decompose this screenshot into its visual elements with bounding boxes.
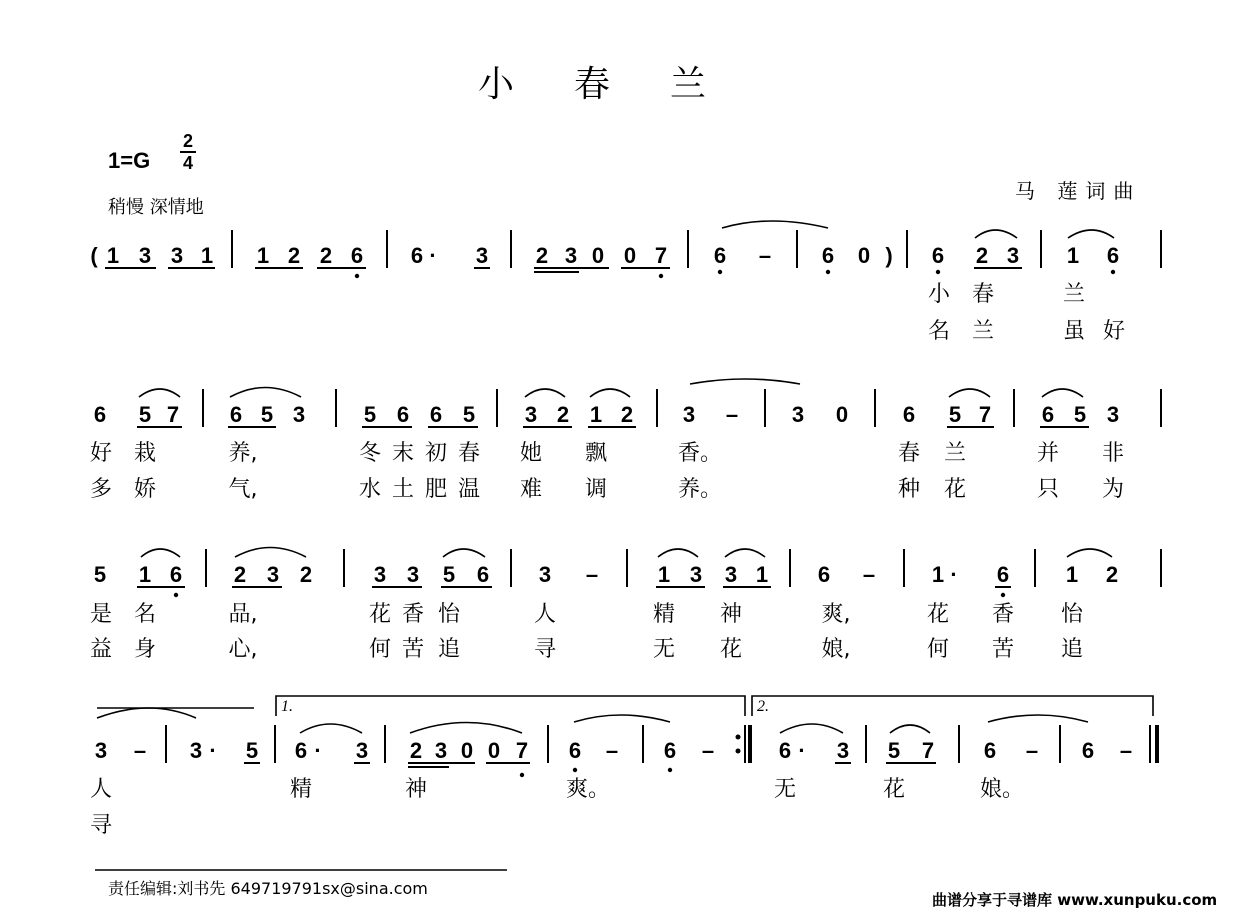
lyric-verse-1: 怡 (437, 602, 461, 627)
note: 6 (902, 402, 916, 427)
lyric-verse-1: 香。 (677, 441, 723, 466)
note: 6 (713, 243, 727, 268)
note: 1 (755, 562, 769, 587)
lyric-verse-2: 调 (584, 477, 608, 502)
note: 1 (138, 562, 152, 587)
lyric-verse-1: 兰 (943, 441, 967, 466)
lyric-verse-1: 花 (368, 602, 392, 627)
note: 7 (978, 402, 992, 427)
note-extension: – (1025, 738, 1039, 763)
lyric-verse-1: 养, (228, 441, 258, 466)
lyric-verse-2: 娇 (133, 477, 157, 502)
note: 3 (791, 402, 805, 427)
note: 5 (948, 402, 962, 427)
lyric-verse-1: 香 (401, 602, 425, 627)
note: 2 (409, 738, 423, 763)
lyric-verse-1: 人 (533, 602, 557, 627)
note: 0 (623, 243, 637, 268)
note: 3 (564, 243, 578, 268)
augmentation-dot: · (314, 738, 322, 763)
note: 3 (1106, 402, 1120, 427)
note: 5 (462, 402, 476, 427)
lyric-verse-2: 益 (89, 637, 113, 662)
note: 2 (556, 402, 570, 427)
lyric-verse-2: 难 (519, 477, 543, 502)
note-extension: – (725, 402, 739, 427)
augmentation-dot: · (950, 562, 958, 587)
volta-brackets (276, 696, 1153, 716)
lyric-verse-2: 心, (228, 637, 258, 662)
note: 7 (515, 738, 529, 763)
lyric-verse-1: 兰 (1062, 282, 1086, 307)
lyric-verse-2: 苦 (991, 637, 1015, 662)
note: 2 (535, 243, 549, 268)
time-signature-top: 2 (182, 131, 193, 151)
note: 5 (363, 402, 377, 427)
note: 2 (319, 243, 333, 268)
lyric-verse-1: 娘。 (979, 777, 1025, 802)
time-signature-bottom: 4 (182, 153, 193, 173)
lyric-verse-2: 气, (228, 477, 258, 502)
lyric-verse-1: 爽, (821, 602, 851, 627)
note: 2 (233, 562, 247, 587)
lyric-verse-2: 为 (1101, 477, 1125, 502)
lyric-verse-2: 花 (719, 637, 743, 662)
note: 2 (1105, 562, 1119, 587)
note: 3 (682, 402, 696, 427)
lyric-verse-2: 种 (897, 477, 921, 502)
lyric-verse-1: 末 (391, 441, 415, 466)
note: 2 (620, 402, 634, 427)
note: 1 (106, 243, 120, 268)
note: 5 (1073, 402, 1087, 427)
note: 6 (294, 738, 308, 763)
note: 5 (245, 738, 259, 763)
note: ) (885, 243, 893, 268)
note: 7 (921, 738, 935, 763)
lyric-verse-2: 虽 (1062, 319, 1086, 344)
note: 6 (663, 738, 677, 763)
note: 3 (475, 243, 489, 268)
lyric-verse-2: 花 (943, 477, 967, 502)
lyric-verse-2: 兰 (971, 319, 995, 344)
lyric-verse-1: 香 (991, 602, 1015, 627)
note: 6 (476, 562, 490, 587)
note: 3 (292, 402, 306, 427)
lyric-verse-1: 并 (1036, 441, 1060, 466)
note: 6 (817, 562, 831, 587)
note: 7 (654, 243, 668, 268)
note: 6 (1081, 738, 1095, 763)
lyric-verse-2: 名 (927, 319, 951, 344)
note: 0 (591, 243, 605, 268)
note: 6 (93, 402, 107, 427)
note: 1 (1066, 243, 1080, 268)
note: 0 (835, 402, 849, 427)
lyric-verse-1: 花 (882, 777, 906, 802)
beam-underlines (105, 268, 1089, 767)
first-ending-label: 1. (281, 698, 293, 715)
note-extension: – (133, 738, 147, 763)
lyric-verse-1: 春 (971, 282, 995, 307)
note: 3 (94, 738, 108, 763)
lyric-verse-1: 好 (89, 441, 113, 466)
lyric-verse-1: 无 (773, 777, 797, 802)
note: 3 (355, 738, 369, 763)
note: 6 (229, 402, 243, 427)
lyric-verse-1: 神 (404, 777, 428, 802)
lyric-verse-1: 初 (424, 441, 448, 466)
note: 3 (1006, 243, 1020, 268)
key-signature: 1=G (108, 148, 151, 173)
lyric-verse-2: 何 (368, 637, 392, 662)
note: 3 (266, 562, 280, 587)
lyric-verse-1: 神 (719, 602, 743, 627)
note: 1 (200, 243, 214, 268)
note: 3 (373, 562, 387, 587)
note: 6 (169, 562, 183, 587)
lyric-verse-1: 栽 (133, 441, 157, 466)
note: 1 (1065, 562, 1079, 587)
note: 3 (524, 402, 538, 427)
lyric-verse-1: 冬 (358, 441, 382, 466)
note: 6 (410, 243, 424, 268)
note: 3 (406, 562, 420, 587)
editor-credit: 责任编辑:刘书先 649719791sx@sina.com (108, 879, 428, 898)
lyric-verse-2: 土 (391, 477, 415, 502)
lyric-verse-2: 水 (358, 477, 382, 502)
note: 0 (857, 243, 871, 268)
note: 3 (724, 562, 738, 587)
lyric-verse-1: 春 (457, 441, 481, 466)
lyric-verse-2: 追 (1060, 637, 1084, 662)
lyric-verse-1: 飘 (584, 441, 608, 466)
lyric-verse-2: 何 (926, 637, 950, 662)
note: 5 (887, 738, 901, 763)
lyric-verse-1: 春 (897, 441, 921, 466)
lyric-verse-1: 小 (927, 282, 951, 307)
lyric-verse-2: 肥 (424, 477, 448, 502)
note: 5 (442, 562, 456, 587)
note: 3 (434, 738, 448, 763)
lyric-verse-1: 人 (89, 777, 113, 802)
repeat-dots (736, 735, 741, 754)
lyric-verse-2: 好 (1102, 319, 1126, 344)
lyric-verse-2: 苦 (401, 637, 425, 662)
note: 6 (931, 243, 945, 268)
augmentation-dot: · (209, 738, 217, 763)
lyric-verse-1: 花 (926, 602, 950, 627)
note: 1 (657, 562, 671, 587)
lyric-verse-1: 是 (89, 602, 113, 627)
barlines (166, 230, 1161, 763)
note: 3 (689, 562, 703, 587)
note: 6 (568, 738, 582, 763)
slurs (97, 221, 1114, 733)
note: 3 (538, 562, 552, 587)
note: 0 (460, 738, 474, 763)
song-title: 小春兰 (478, 64, 767, 105)
lyric-verse-2: 只 (1036, 477, 1060, 502)
note: 6 (1041, 402, 1055, 427)
note: 6 (983, 738, 997, 763)
note: 1 (256, 243, 270, 268)
note-extension: – (758, 243, 772, 268)
note: 6 (396, 402, 410, 427)
lyric-verse-1: 名 (133, 602, 157, 627)
note: 3 (189, 738, 203, 763)
note: 6 (1106, 243, 1120, 268)
lyric-verse-2: 多 (89, 477, 113, 502)
augmentation-dot: · (429, 243, 437, 268)
lyric-verse-1: 怡 (1060, 602, 1084, 627)
note: 6 (996, 562, 1010, 587)
note: 1 (931, 562, 945, 587)
source-site: 曲谱分享于寻谱库 www.xunpuku.com (932, 891, 1218, 909)
lyric-verse-2: 身 (133, 637, 157, 662)
note: 5 (138, 402, 152, 427)
note: ( (90, 243, 98, 268)
lyric-verse-2: 娘, (821, 637, 851, 662)
lyric-verse-1: 她 (519, 441, 543, 466)
note: 2 (299, 562, 313, 587)
note: 5 (93, 562, 107, 587)
lyric-verse-2: 温 (457, 477, 481, 502)
note: 6 (821, 243, 835, 268)
note-extension: – (585, 562, 599, 587)
tempo-marking: 稍慢 深情地 (108, 197, 204, 218)
lyric-verse-2: 寻 (533, 637, 557, 662)
note: 6 (778, 738, 792, 763)
lyric-verse-1: 品, (228, 602, 258, 627)
lyric-verse-2: 追 (437, 637, 461, 662)
note: 3 (170, 243, 184, 268)
note: 2 (287, 243, 301, 268)
note: 2 (975, 243, 989, 268)
octave-dots-low (174, 270, 1115, 777)
lyric-verse-1: 精 (289, 777, 313, 802)
note: 3 (138, 243, 152, 268)
note: 5 (260, 402, 274, 427)
lyric-verse-2: 寻 (89, 813, 113, 838)
lyric-verse-2: 养。 (677, 477, 723, 502)
lyric-verse-1: 精 (652, 602, 676, 627)
second-ending-label: 2. (757, 698, 769, 715)
note: 0 (487, 738, 501, 763)
note-extension: – (701, 738, 715, 763)
note-extension: – (1119, 738, 1133, 763)
note-extension: – (862, 562, 876, 587)
note: 6 (350, 243, 364, 268)
lyric-verse-1: 爽。 (565, 777, 611, 802)
note: 3 (836, 738, 850, 763)
note-extension: – (605, 738, 619, 763)
augmentation-dot: · (798, 738, 806, 763)
note: 6 (429, 402, 443, 427)
lyric-verse-2: 无 (652, 637, 676, 662)
note: 1 (589, 402, 603, 427)
composer-credit: 马 莲词曲 (1015, 179, 1142, 203)
note: 7 (166, 402, 180, 427)
lyric-verse-1: 非 (1101, 441, 1125, 466)
